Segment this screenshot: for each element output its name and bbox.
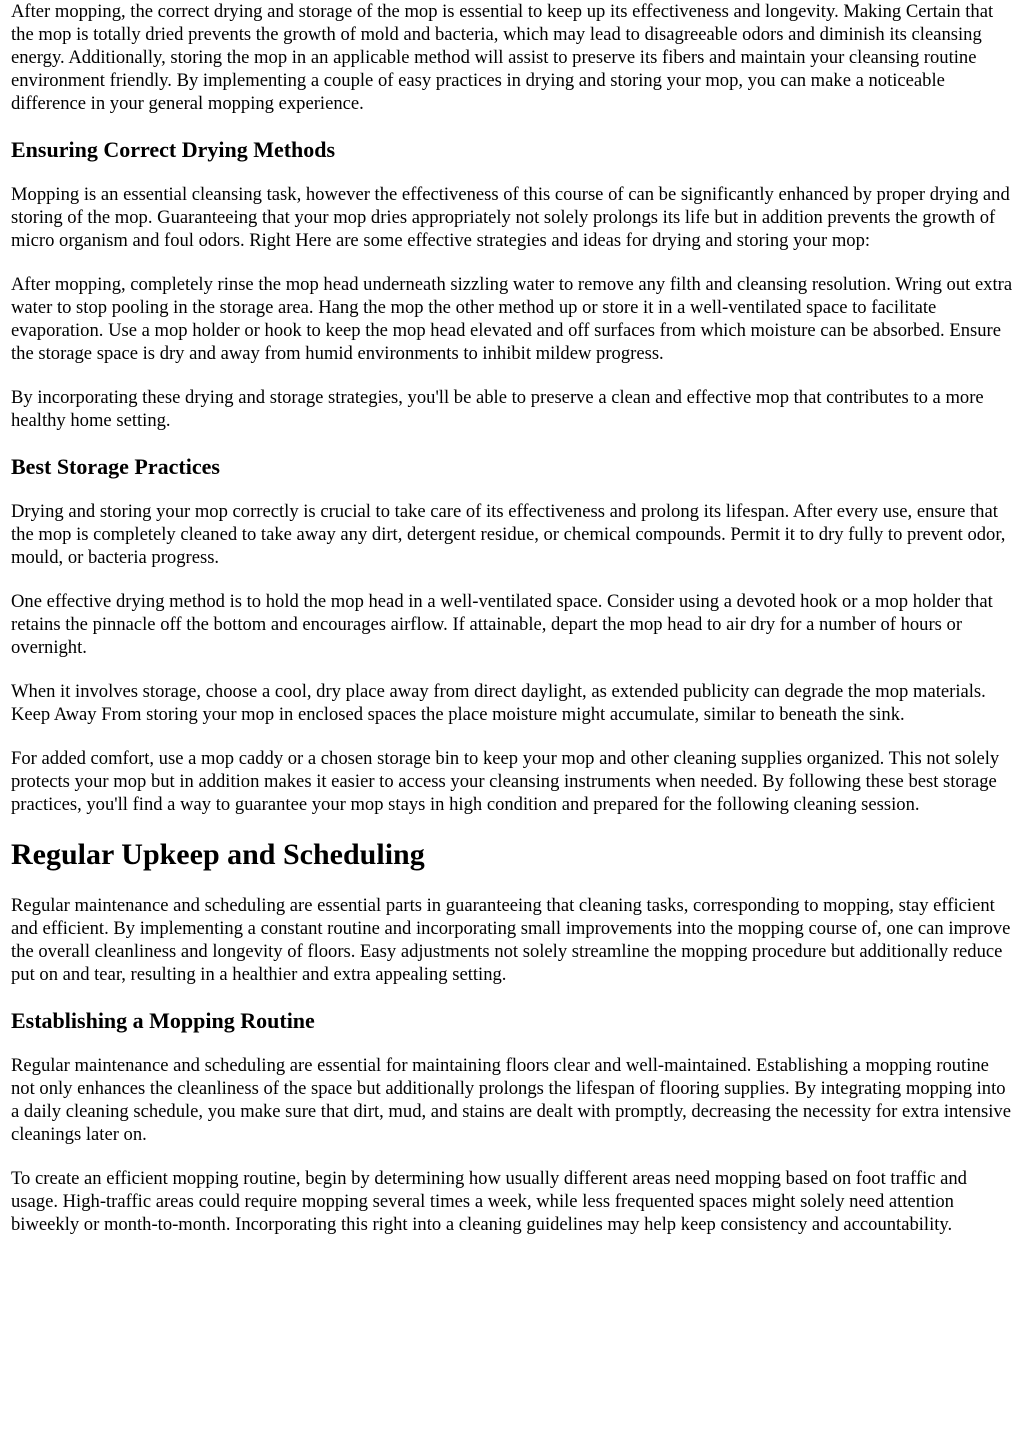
heading-establishing-mopping-routine: Establishing a Mopping Routine [11,1008,315,1033]
paragraph-rinse-and-hang: After mopping, completely rinse the mop head underneath sizzling water to remove any filth and cleansing resolution. Wring out extra water to stop pooling in the storage area. Hang the mop the other method up or store it in a well-ventilated space to facilitate evaporation. Use a mop holder or hook to keep the mop head elevated and off surfaces from which moisture can be absorbed. Ensure the storage space is dry and away from humid environments to inhibit mildew progress. [11,274,1013,364]
heading-regular-upkeep-and-scheduling: Regular Upkeep and Scheduling [11,838,425,871]
heading-ensuring-correct-drying-methods: Ensuring Correct Drying Methods [11,137,336,162]
paragraph-drying-intro: After mopping, the correct drying and storage of the mop is essential to keep up its effectiveness and longevity. Making Certain that the mop is totally dried prevents the growth of mold and bacteria, which may lead to disagreeable odors and diminish its cleansing energy. Additionally, storing the mop in an applicable method will assist to preserve its fibers and maintain your cleansing routine environment friendly. By implementing a couple of easy practices in drying and storing your mop, you can make a noticeable difference in your general mopping experience. [11,1,994,114]
paragraph-mop-caddy: For added comfort, use a mop caddy or a chosen storage bin to keep your mop and other cleaning supplies organized. This not solely protects your mop but in addition makes it easier to access your cleansing instruments when needed. By following these best storage practices, you'll find a way to guarantee your mop stays in high condition and prepared for the following cleaning session. [11,748,1000,815]
paragraph-drying-method: One effective drying method is to hold the mop head in a well-ventilated space. Consider using a devoted hook or a mop holder that retains the pinnacle off the bottom and encourages airflow. If attainable, depart the mop head to air dry for a number of hours or overnight. [11,591,993,658]
paragraph-routine-frequency: To create an efficient mopping routine, begin by determining how usually different areas need mopping based on foot traffic and usage. High-traffic areas could require mopping several times a week, while less frequented spaces might solely need attention biweekly or month-to-month. Incorporating this right into a cleaning guidelines may help keep consistency and accountability. [11,1168,967,1235]
paragraph-maintenance-intro: Regular maintenance and scheduling are essential parts in guaranteeing that cleaning tasks, corresponding to mopping, stay efficient and efficient. By implementing a constant routine and incorporating small improvements into the mopping course of, one can improve the overall cleanliness and longevity of floors. Easy adjustments not solely streamline the mopping procedure but additionally reduce put on and tear, resulting in a healthier and extra appealing setting. [11,895,1011,985]
paragraph-drying-strategies-summary: By incorporating these drying and storage strategies, you'll be able to preserve a clean and effective mop that contributes to a more healthy home setting. [11,387,984,431]
paragraph-mopping-essential-task: Mopping is an essential cleansing task, however the effectiveness of this course of can be significantly enhanced by proper drying and storing of the mop. Guaranteeing that your mop dries appropriately not solely prolongs its life but in addition prevents the growth of micro organism and foul odors. Right Here are some effective strategies and ideas for drying and storing your mop: [11,184,1010,251]
paragraph-storage-location: When it involves storage, choose a cool, dry place away from direct daylight, as extended publicity can degrade the mop materials. Keep Away From storing your mop in enclosed spaces the place moisture might accumulate, similar to beneath the sink. [11,681,986,725]
heading-best-storage-practices: Best Storage Practices [11,454,220,479]
paragraph-storage-intro: Drying and storing your mop correctly is crucial to take care of its effectiveness and prolong its lifespan. After every use, ensure that the mop is completely cleaned to take away any dirt, detergent residue, or chemical compounds. Permit it to dry fully to prevent odor, mould, or bacteria progress. [11,501,1006,568]
paragraph-routine-benefits: Regular maintenance and scheduling are essential for maintaining floors clear and well-maintained. Establishing a mopping routine not only enhances the cleanliness of the space but additionally prolongs the lifespan of flooring supplies. By integrating mopping into a daily cleaning schedule, you make sure that dirt, mud, and stains are dealt with promptly, decreasing the necessity for extra intensive cleanings later on. [11,1055,1011,1145]
